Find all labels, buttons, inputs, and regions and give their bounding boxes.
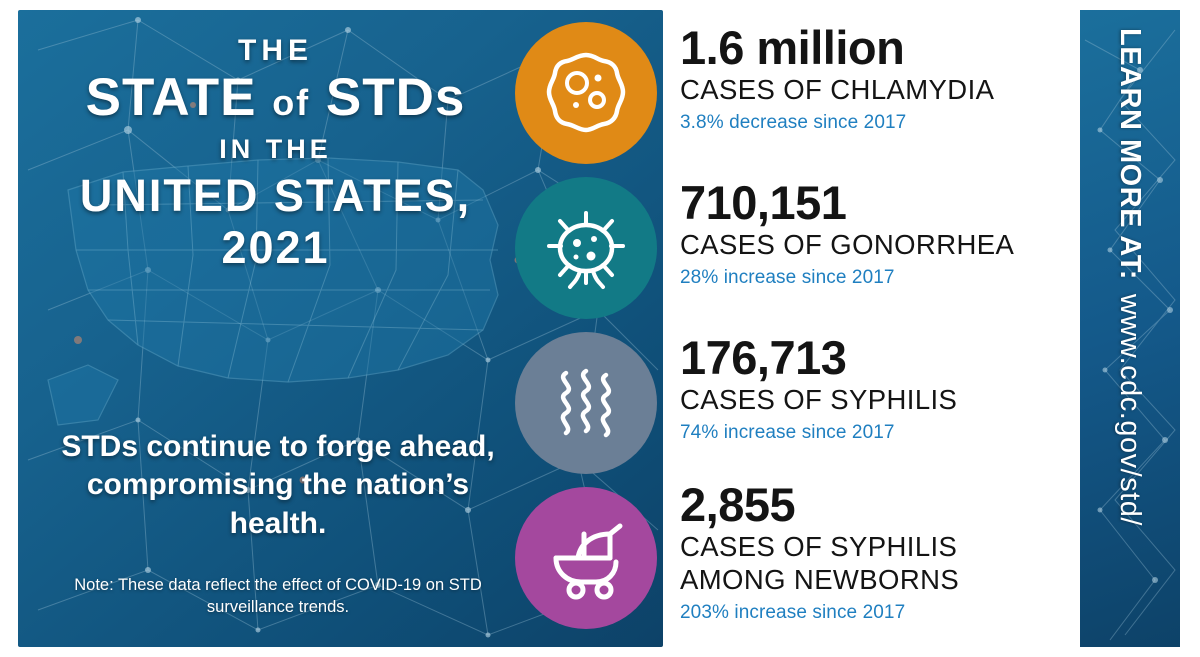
newborn-syphilis-count: 2,855 — [680, 478, 796, 531]
syphilis-count: 176,713 — [680, 331, 847, 384]
headline-block — [18, 34, 533, 273]
chlamydia-label: CASES OF CHLAMYDIA — [680, 73, 995, 105]
chlamydia-text-block — [680, 21, 1070, 134]
syphilis-label: CASES OF SYPHILIS — [680, 383, 958, 415]
gonorrhea-bacteria-icon — [539, 201, 633, 295]
gonorrhea-label: CASES OF GONORRHEA — [680, 228, 1015, 260]
headline-of: of — [272, 82, 311, 123]
learn-more-text-rotated — [1080, 10, 1180, 647]
syphilis-text-block — [680, 331, 1070, 444]
chlamydia-count: 1.6 million — [680, 21, 905, 74]
tagline-text: STDs continue to forge ahead, compromising the nation’s health. — [61, 430, 495, 540]
headline-stds: STDs — [325, 68, 466, 127]
data-note-text: Note: These data reflect the effect of COVID-19 on STD surveillance trends. — [74, 576, 482, 616]
stat-row-syphilis — [515, 324, 1075, 479]
gonorrhea-change: 28% increase since 2017 — [680, 267, 895, 289]
gonorrhea-icon-badge — [515, 177, 657, 319]
headline-united-states: UNITED STATES, — [79, 170, 472, 222]
chlamydia-cell-icon — [540, 47, 632, 139]
newborn-syphilis-label-line1: CASES OF SYPHILIS — [680, 530, 958, 562]
syphilis-spirochete-icon — [540, 357, 632, 449]
newborn-syphilis-text-block — [680, 478, 1070, 624]
syphilis-icon-badge — [515, 332, 657, 474]
newborn-syphilis-icon-badge — [515, 487, 657, 629]
chlamydia-change: 3.8% decrease since 2017 — [680, 112, 907, 134]
headline-in-the: IN THE — [219, 134, 332, 165]
baby-stroller-icon — [540, 512, 632, 604]
headline-year: 2021 — [221, 221, 330, 273]
headline-state-of-stds — [18, 69, 533, 126]
headline-state: STATE — [85, 68, 257, 127]
stat-row-newborn-syphilis — [515, 479, 1075, 634]
headline-the: THE — [238, 34, 313, 67]
gonorrhea-text-block — [680, 176, 1070, 289]
gonorrhea-count: 710,151 — [680, 176, 847, 229]
statistics-list — [515, 14, 1075, 634]
chlamydia-icon-badge — [515, 22, 657, 164]
learn-more-label: LEARN MORE AT: — [1114, 28, 1147, 280]
stat-row-chlamydia — [515, 14, 1075, 169]
newborn-syphilis-change: 203% increase since 2017 — [680, 602, 906, 624]
newborn-syphilis-label-line2: AMONG NEWBORNS — [680, 564, 960, 596]
cdc-std-url[interactable]: www.cdc.gov/std/ — [1114, 293, 1147, 526]
stat-row-gonorrhea — [515, 169, 1075, 324]
learn-more-bar — [1080, 10, 1180, 647]
syphilis-change: 74% increase since 2017 — [680, 422, 895, 444]
